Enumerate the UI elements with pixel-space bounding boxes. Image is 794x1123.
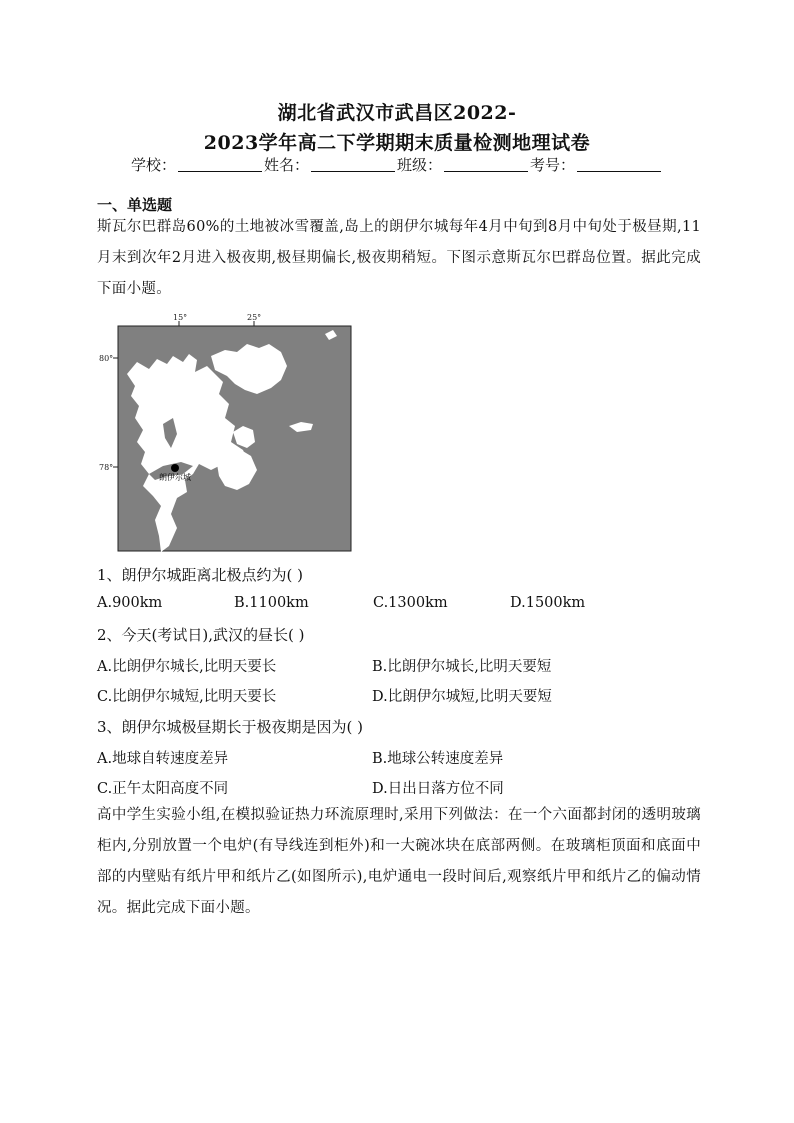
passage-thermal-circulation: 高中学生实验小组,在模拟验证热力环流原理时,采用下列做法：在一个六面都封闭的透明玻璃柜内,分别放置一个电炉(有导线连到柜外)和一大碗冰块在底部两侧。在玻璃柜顶面和底面中部的内壁贴有纸片甲和纸片乙(如图所示),电炉通电一段时间后,观察纸片甲和纸片乙的偏动情况。据此完成下面小题。 xyxy=(97,807,701,916)
exam-title-line2: 2023学年高二下学期期末质量检测地理试卷 xyxy=(203,132,591,154)
q2-option-d: D.比朗伊尔城短,比明天要短 xyxy=(372,689,552,705)
lat-78-label: 78° xyxy=(99,463,114,472)
school-label: 学校： xyxy=(130,156,176,174)
section-heading: 一、单选题 xyxy=(97,196,173,214)
question-1-stem: 1、朗伊尔城距离北极点约为( ) xyxy=(97,566,304,584)
number-label: 考号： xyxy=(530,156,576,174)
q2-option-c: C.比朗伊尔城短,比明天要长 xyxy=(97,689,277,705)
number-blank xyxy=(577,157,661,172)
class-blank xyxy=(444,157,528,172)
lon-15-label: 15° xyxy=(173,314,188,322)
longyearbyen-label: 朗伊尔城 xyxy=(159,473,191,482)
school-blank xyxy=(178,157,262,172)
svalbard-map xyxy=(97,314,367,554)
q2-option-a: A.比朗伊尔城长,比明天要长 xyxy=(97,659,277,675)
student-info-row xyxy=(0,154,794,175)
lat-80-label: 80° xyxy=(99,354,114,363)
name-blank xyxy=(311,157,395,172)
lon-25-label: 25° xyxy=(247,314,262,322)
question-3-stem: 3、朗伊尔城极昼期长于极夜期是因为( ) xyxy=(97,718,364,736)
q1-option-a: A.900km xyxy=(97,595,163,611)
exam-title-line1: 湖北省武汉市武昌区2022- xyxy=(277,102,517,124)
q2-option-b: B.比朗伊尔城长,比明天要短 xyxy=(372,659,552,675)
name-label: 姓名： xyxy=(263,156,309,174)
class-label: 班级： xyxy=(397,156,443,174)
q3-option-a: A.地球自转速度差异 xyxy=(97,751,229,767)
q1-option-b: B.1100km xyxy=(234,595,309,611)
q1-option-d: D.1500km xyxy=(510,595,586,611)
longyearbyen-dot xyxy=(171,464,179,472)
q3-option-c: C.正午太阳高度不同 xyxy=(97,781,229,797)
question-2-stem: 2、今天(考试日),武汉的昼长( ) xyxy=(97,626,305,644)
q3-option-d: D.日出日落方位不同 xyxy=(372,781,504,797)
q3-option-b: B.地球公转速度差异 xyxy=(372,751,504,767)
q1-option-c: C.1300km xyxy=(373,595,448,611)
passage-svalbard: 斯瓦尔巴群岛60%的土地被冰雪覆盖,岛上的朗伊尔城每年4月中旬到8月中旬处于极昼期,11月末到次年2月进入极夜期,极昼期偏长,极夜期稍短。下图示意斯瓦尔巴群岛位置。据此完成下面小题。 xyxy=(97,219,701,297)
